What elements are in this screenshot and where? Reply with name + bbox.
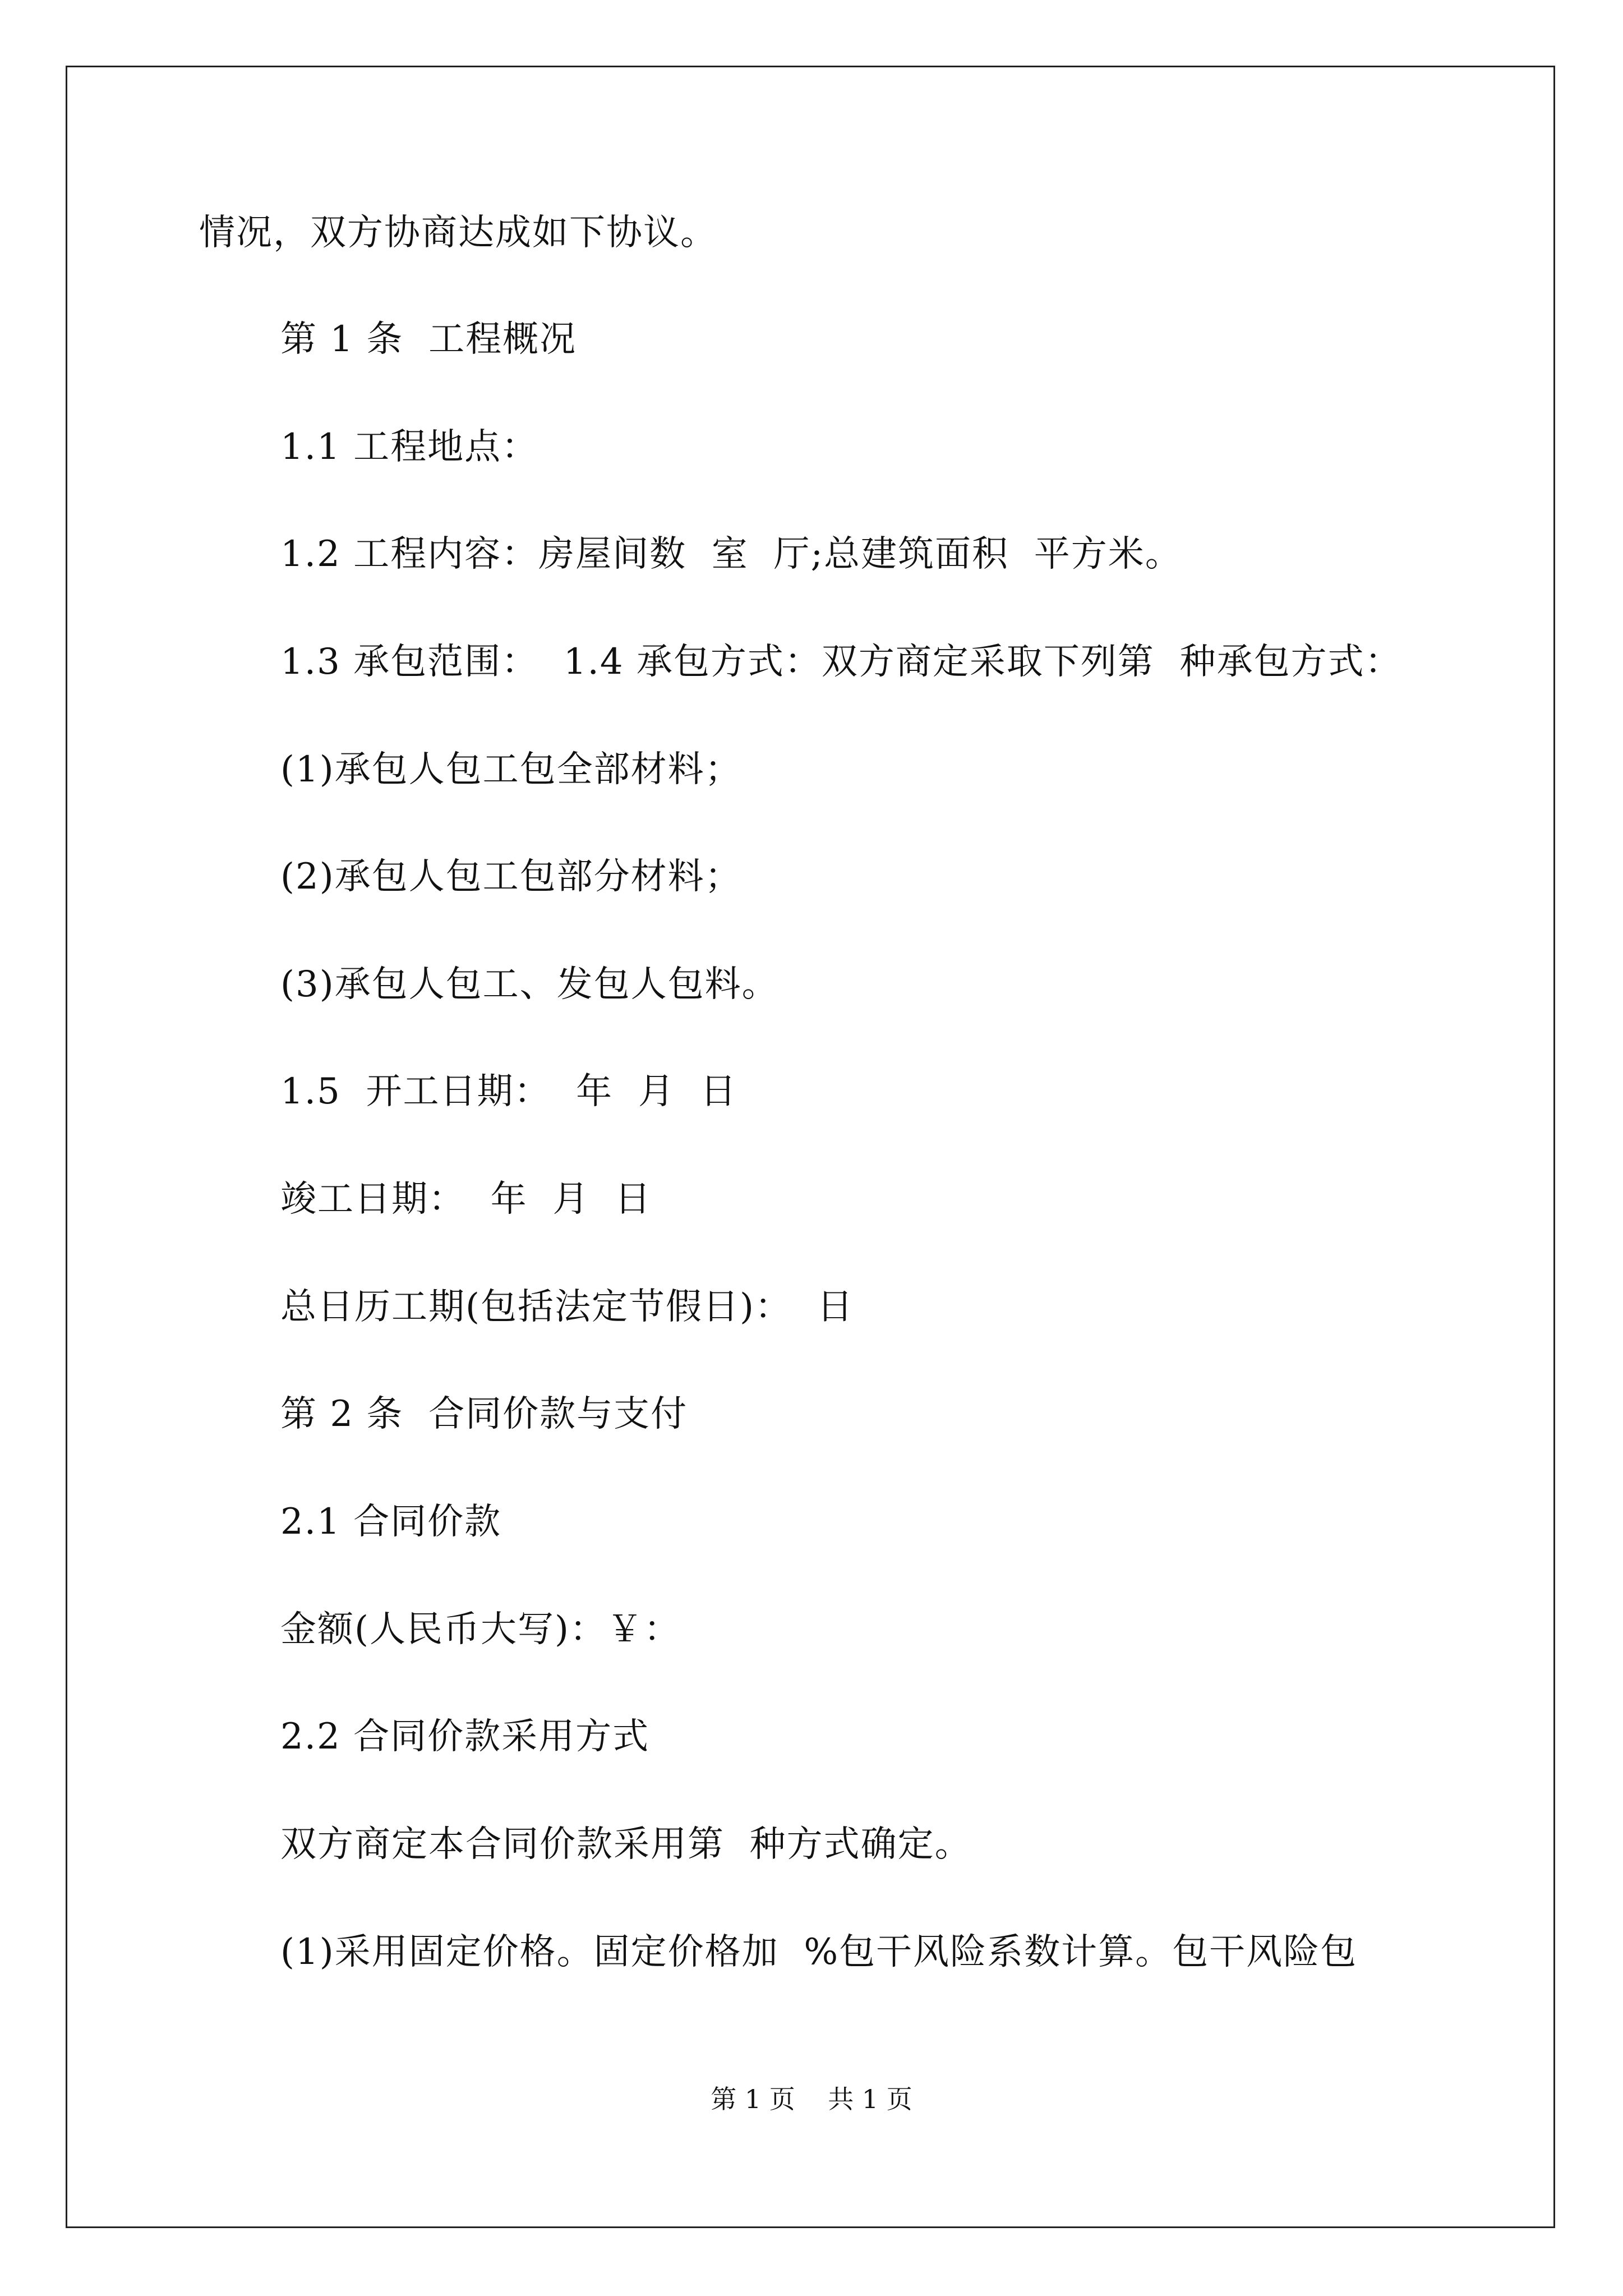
clause-1-5-start-date: 1.5 开工日期： 年 月 日: [280, 1071, 737, 1112]
fixed-price-option: (1)采用固定价格。固定价格加 %包干风险系数计算。包干风险包: [280, 1931, 1358, 1973]
clause-2-1: 2.1 合同价款: [280, 1501, 502, 1543]
clause-1-3-1-4: 1.3 承包范围： 1.4 承包方式：双方商定采取下列第 种承包方式：: [280, 641, 1402, 683]
clause-1-1: 1.1 工程地点：: [280, 426, 539, 468]
option-3: (3)承包人包工、发包人包料。: [280, 964, 779, 1005]
clause-2-2: 2.2 合同价款采用方式: [280, 1716, 650, 1757]
option-1: (1)承包人包工包全部材料；: [280, 749, 742, 790]
page-border: [66, 66, 1555, 2228]
paragraph-intro-continuation: 情况，双方协商达成如下协议。: [199, 212, 717, 254]
price-method-line: 双方商定本合同价款采用第 种方式确定。: [280, 1824, 972, 1865]
section-heading-2: 第 2 条 合同价款与支付: [280, 1393, 688, 1435]
clause-1-2: 1.2 工程内容：房屋间数 室 厅;总建筑面积 平方米。: [280, 533, 1182, 575]
completion-date: 竣工日期： 年 月 日: [280, 1179, 652, 1220]
option-2: (2)承包人包工包部分材料；: [280, 856, 742, 898]
amount-line: 金额(人民币大写)：￥：: [280, 1609, 681, 1650]
page-footer: 第 1 页 共 1 页: [711, 2084, 912, 2114]
section-heading-1: 第 1 条 工程概况: [280, 319, 577, 360]
total-calendar-period: 总日历工期(包括法定节假日)： 日: [280, 1286, 854, 1328]
